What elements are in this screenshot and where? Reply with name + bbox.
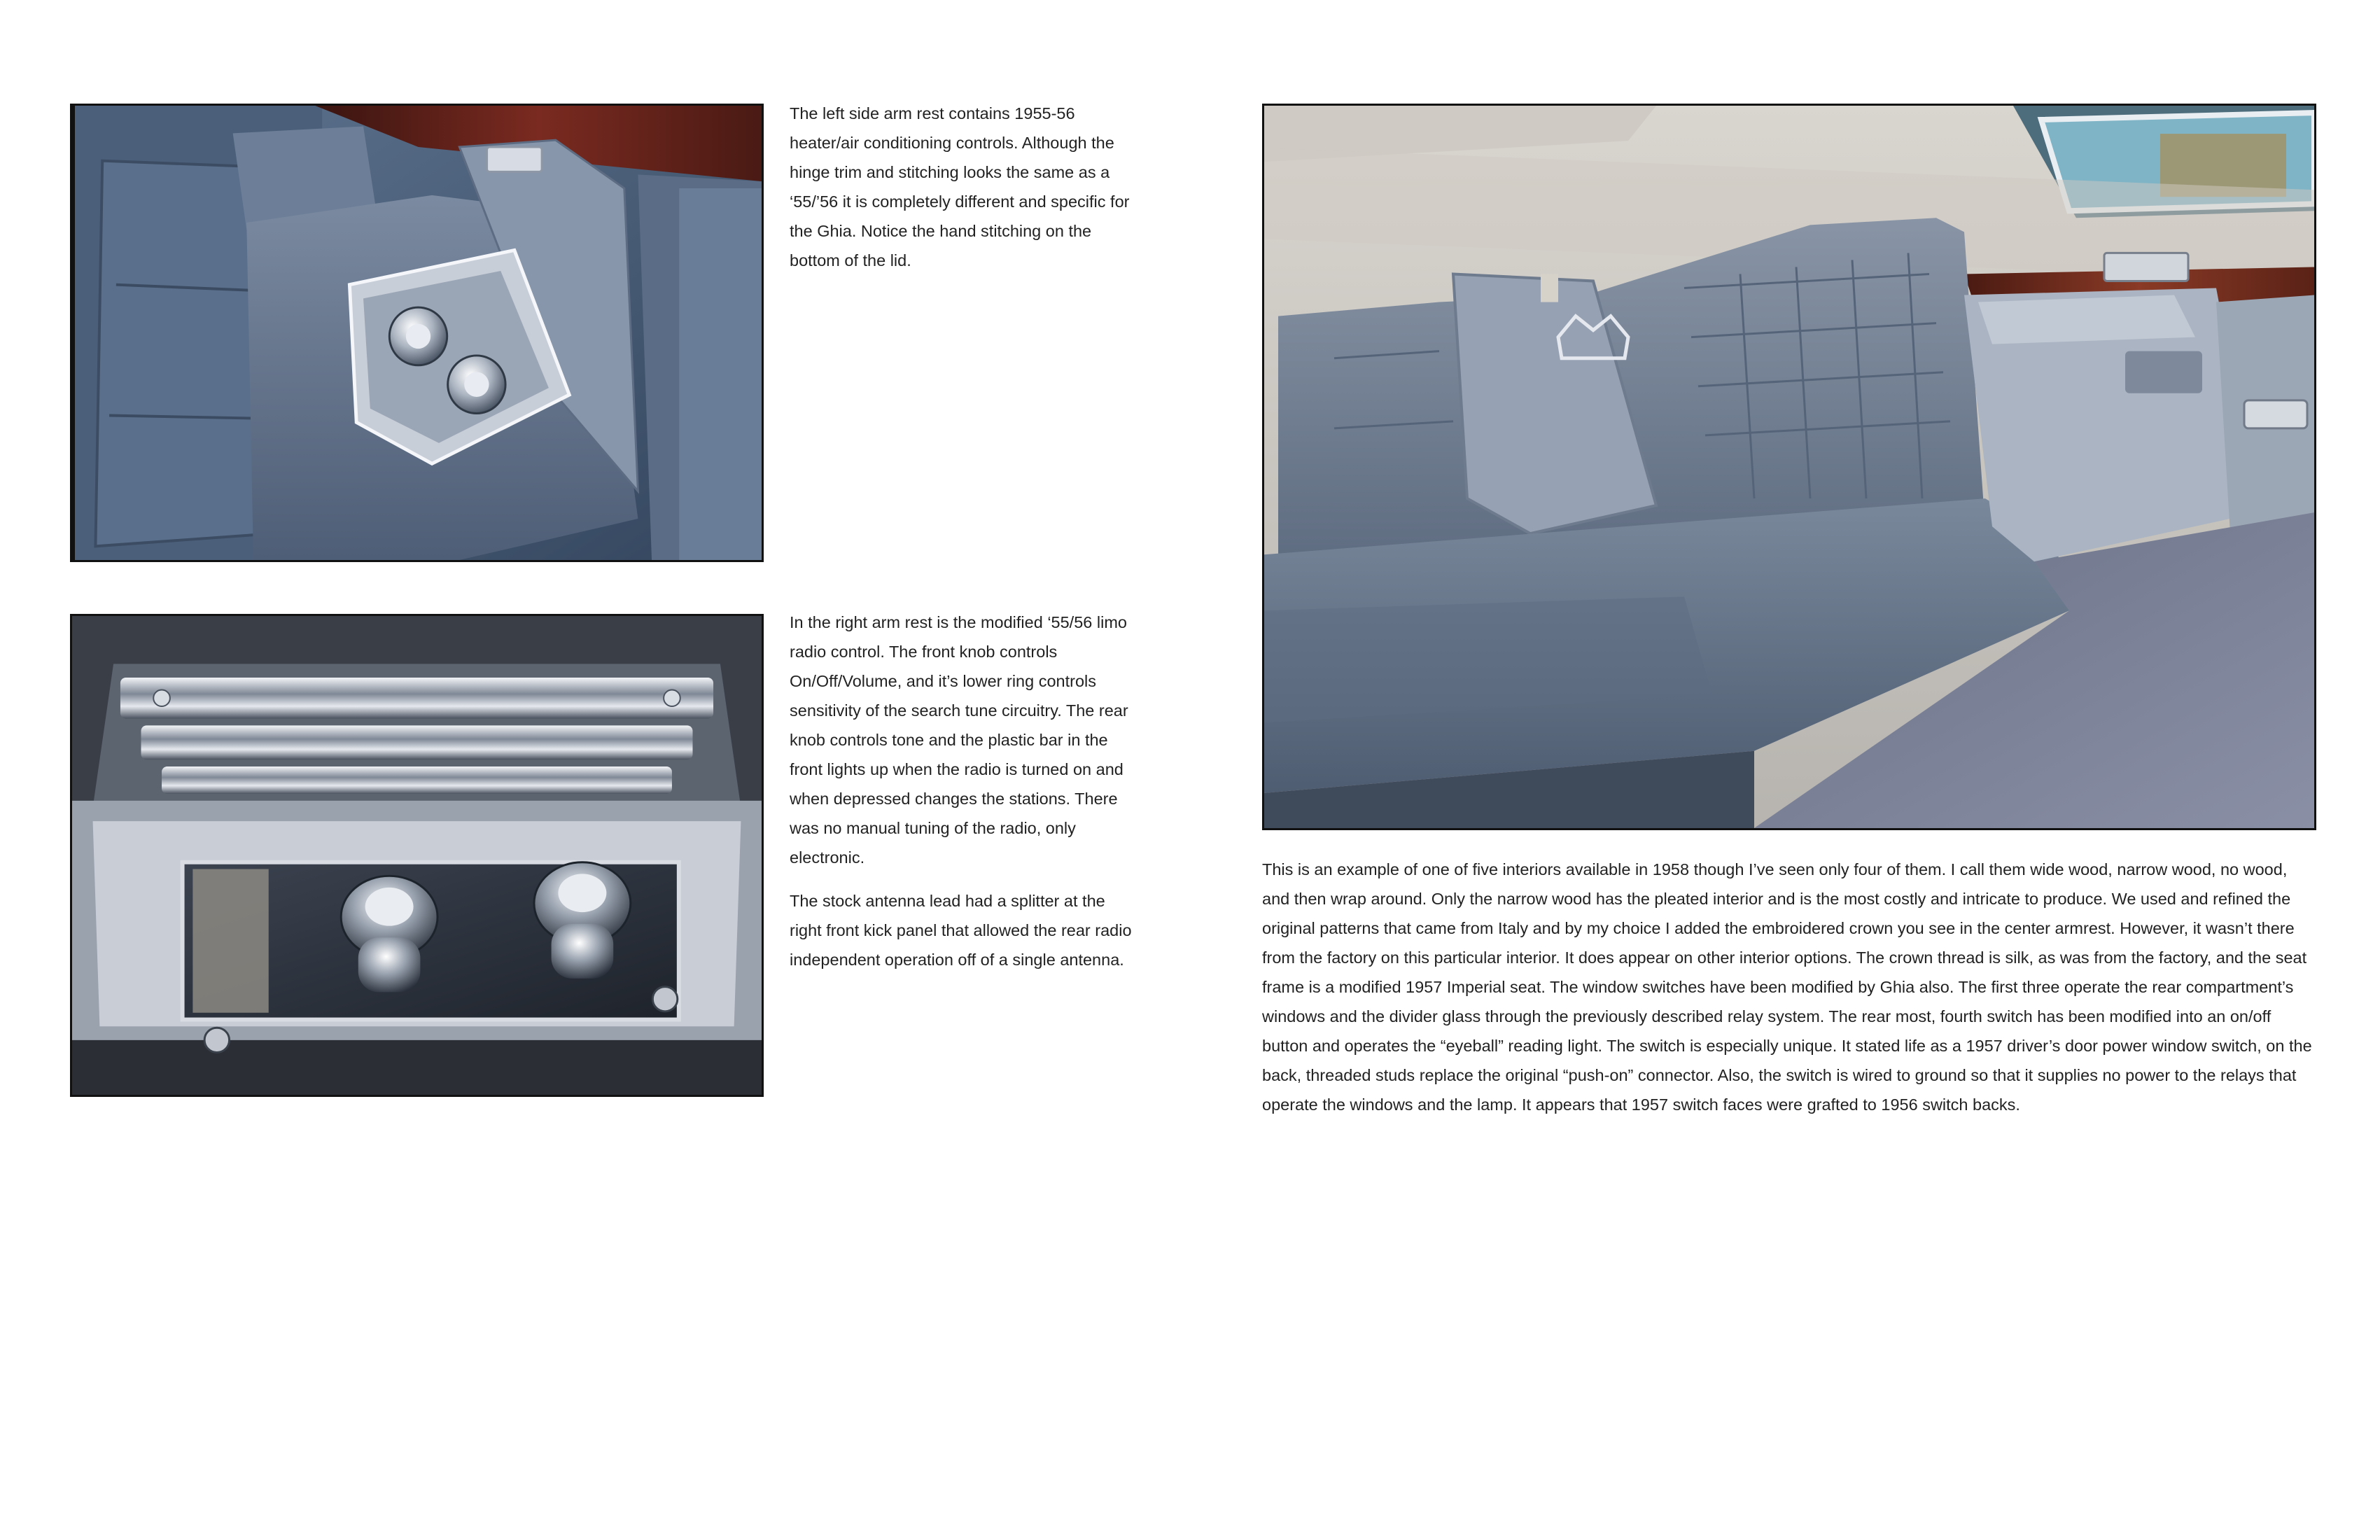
caption-right-armrest-paragraph-1: In the right arm rest is the modified ‘55/56 limo radio control. The front knob controls On/Off/Volume, and it’s lower ring controls sensitivity of the search tune circuitry. The rear knob controls tone and the plastic bar in the front lights up when the radio is turned on and when depressed changes the stations. There was no manual tuning of the radio, only electronic. [790, 613, 1128, 867]
caption-right-armrest [790, 608, 1140, 988]
caption-left-armrest [790, 99, 1133, 289]
armrest-controls-illustration [75, 106, 762, 560]
armrest-controls-photo [70, 104, 764, 562]
rear-seat-illustration [1264, 106, 2314, 828]
rear-seat-photo [1262, 104, 2316, 830]
radio-controls-photo [70, 614, 764, 1097]
caption-left-armrest-text: The left side arm rest contains 1955-56 heater/air conditioning controls. Although the hinge trim and stitching looks the same as a ‘55/’56 it is completely different and specific for the Ghia. Notice the hand stitching on the bottom of the lid. [790, 104, 1130, 270]
radio-controls-illustration [72, 616, 762, 1095]
caption-interior-text: This is an example of one of five interiors available in 1958 though I’ve seen only four of them. I call them wide wood, narrow wood, no wood, and then wrap around. Only the narrow wood has the pleated interior and is the most costly and intricate to produce. We used and refined the original patterns that came from Italy and by my choice I added the embroidered crown you see in the center armrest. However, it wasn’t there from the factory on this particular interior. It does appear on other interior options. The crown thread is silk, as was from the factory, and the seat frame is a modified 1957 Imperial seat. The window switches have been modified by Ghia also. The first three operate the rear compartment’s windows and the divider glass through the previously described relay system. The rear most, fourth switch has been modified into an on/off button and operates the “eyeball” reading light. The switch is especially unique. It stated life as a 1957 driver’s door power window switch, on the back, threaded studs replace the original “push-on” connector. Also, the switch is wired to ground so that it supplies no power to the relays that operate the windows and the lamp. It appears that 1957 switch faces were grafted to 1956 switch backs. [1262, 860, 2312, 1114]
caption-right-armrest-paragraph-2: The stock antenna lead had a splitter at the right front kick panel that allowed the rear radio independent operation off of a single antenna. [790, 892, 1132, 969]
caption-interior [1262, 855, 2319, 1133]
